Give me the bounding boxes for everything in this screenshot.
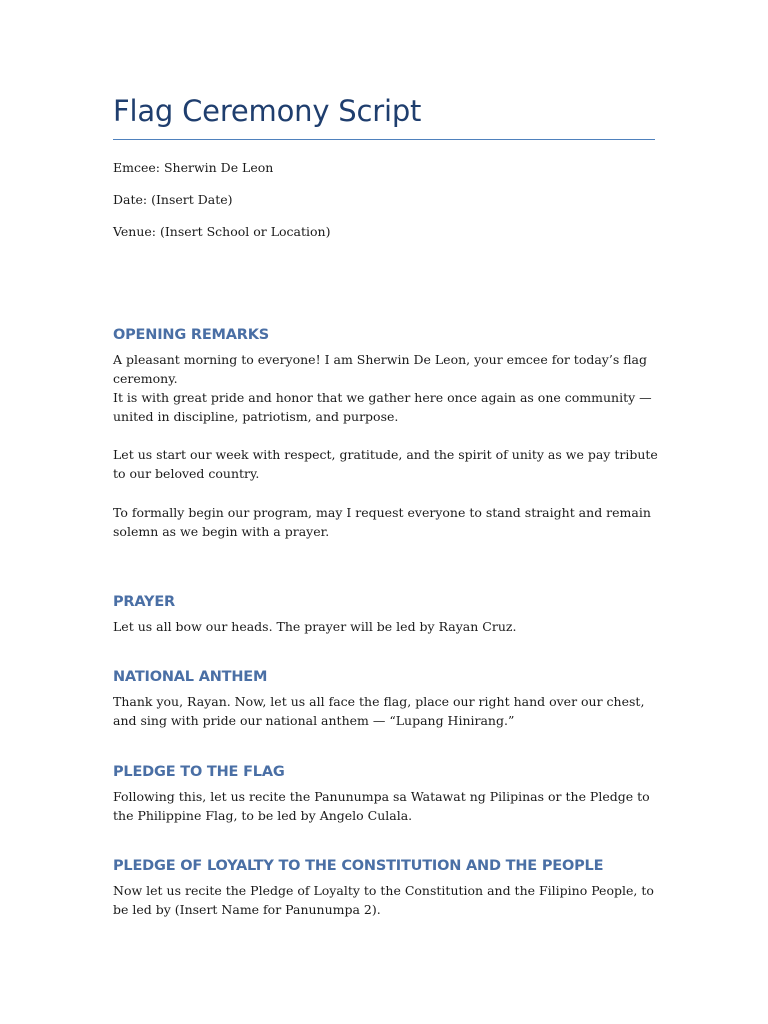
pledge-to-flag-paragraph: Following this, let us recite the Panunumpa sa Watawat ng Pilipinas or the Pledge to the Philippine Flag, to be led by Angelo Culala. [113,789,650,823]
opening-remarks-line-1: A pleasant morning to everyone! I am Sherwin De Leon, your emcee for today’s flag ceremony. [113,352,648,386]
title-underline [113,139,655,140]
national-anthem-paragraph: Thank you, Rayan. Now, let us all face the flag, place our right hand over our chest, and sing with pride our national anthem — “Lupang Hinirang.” [113,694,645,728]
prayer-heading: PRAYER [113,594,175,610]
emcee-line: Emcee: Sherwin De Leon [113,160,274,175]
national-anthem-heading: NATIONAL ANTHEM [113,669,268,685]
opening-remarks-paragraph-2: Let us start our week with respect, gratitude, and the spirit of unity as we pay tribute to our beloved country. [113,447,658,481]
venue-line: Venue: (Insert School or Location) [113,224,331,239]
pledge-of-loyalty-paragraph: Now let us recite the Pledge of Loyalty to the Constitution and the Filipino People, to be led by (Insert Name for Panunumpa 2). [113,883,654,917]
opening-remarks-paragraph-1 [113,350,658,426]
opening-remarks-heading: OPENING REMARKS [113,327,270,343]
opening-remarks-line-2: It is with great pride and honor that we gather here once again as one community — united in discipline, patriotism, and purpose. [113,390,652,424]
opening-remarks-paragraph-3: To formally begin our program, may I request everyone to stand straight and remain solemn as we begin with a prayer. [113,505,651,539]
document-title: Flag Ceremony Script [113,94,422,128]
pledge-of-loyalty-heading: PLEDGE OF LOYALTY TO THE CONSTITUTION AND THE PEOPLE [113,858,604,874]
prayer-paragraph: Let us all bow our heads. The prayer will be led by Rayan Cruz. [113,619,517,634]
pledge-to-flag-heading: PLEDGE TO THE FLAG [113,764,285,780]
date-line: Date: (Insert Date) [113,192,233,207]
